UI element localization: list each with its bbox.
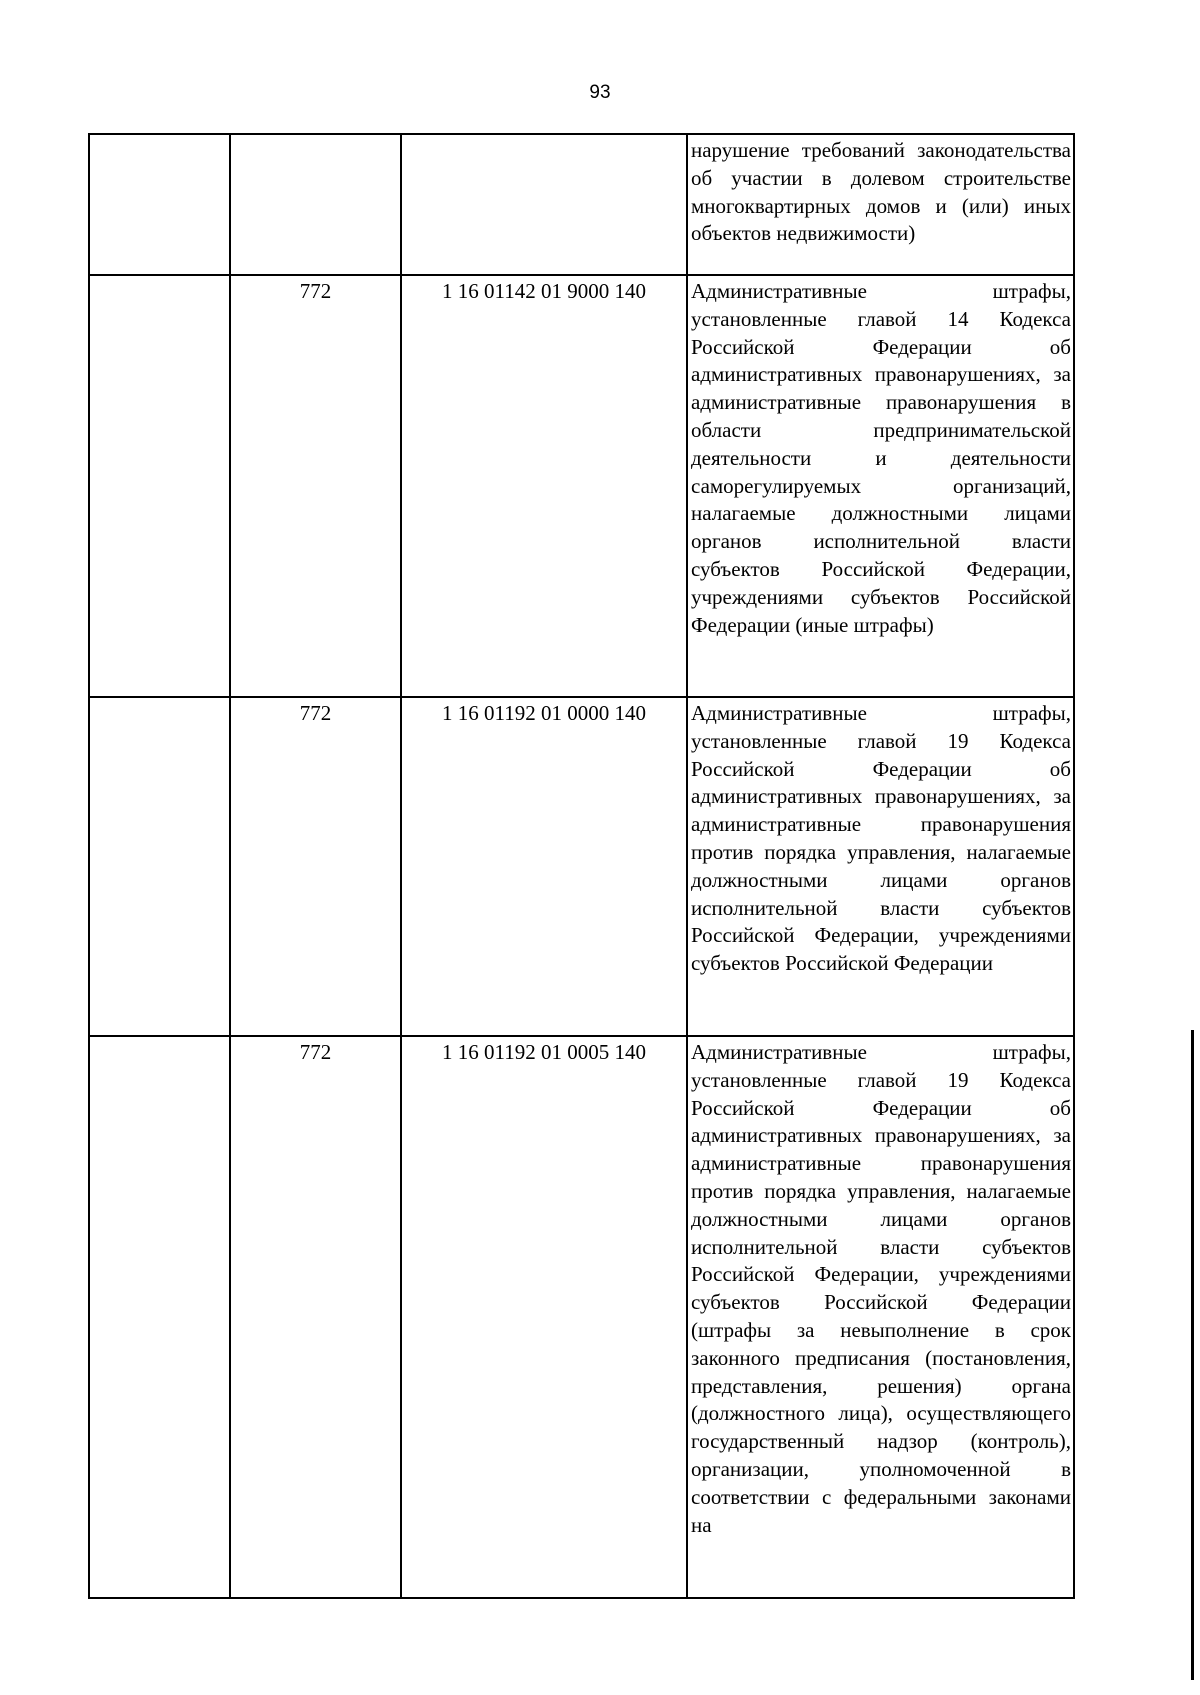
row-number-cell bbox=[89, 134, 230, 275]
admin-code-cell: 772 bbox=[230, 275, 401, 697]
table-row bbox=[89, 134, 1074, 275]
page-number: 93 bbox=[589, 82, 611, 103]
row-number-cell bbox=[89, 1036, 230, 1598]
description-text: нарушение требований законодательства об участии в долевом строительстве многоквартирных домов и (или) иных объектов недвижимости) bbox=[691, 138, 1071, 246]
description-text: Административные штрафы, установленные главой 19 Кодекса Российской Федерации об административных правонарушениях, за административные правонарушения против порядка управления, налагаемые должностными лицами органов исполнительной власти субъектов Российской Федерации, учреждениями субъектов Российской Федерации bbox=[691, 701, 1071, 976]
description-cell bbox=[687, 275, 1074, 697]
admin-code-cell: 772 bbox=[230, 1036, 401, 1598]
kbk-code-cell: 1 16 01192 01 0005 140 bbox=[401, 1036, 687, 1598]
description-cell bbox=[687, 697, 1074, 1036]
row-number-cell bbox=[89, 697, 230, 1036]
kbk-code-cell bbox=[401, 134, 687, 275]
description-cell bbox=[687, 134, 1074, 275]
kbk-code-cell: 1 16 01192 01 0000 140 bbox=[401, 697, 687, 1036]
row-number-cell bbox=[89, 275, 230, 697]
description-text: Административные штрафы, установленные главой 19 Кодекса Российской Федерации об административных правонарушениях, за административные правонарушения против порядка управления, налагаемые должностными лицами органов исполнительной власти субъектов Российской Федерации, учреждениями субъектов Российской Федерации (штрафы за невыполнение в срок законного предписания (постановления, представления, решения) органа (должностного лица), осуществляющего государственный надзор (контроль), организации, уполномоченной в соответствии с федеральными законами на bbox=[691, 1040, 1071, 1537]
revenue-codes-table bbox=[88, 133, 1075, 1599]
table-row bbox=[89, 697, 1074, 1036]
description-text: Административные штрафы, установленные главой 14 Кодекса Российской Федерации об административных правонарушениях, за административные правонарушения в области предпринимательской деятельности и деятельности саморегулируемых организаций, налагаемые должностными лицами органов исполнительной власти субъектов Российской Федерации, учреждениями субъектов Российской Федерации (иные штрафы) bbox=[691, 279, 1071, 637]
scan-edge-line bbox=[1191, 1030, 1194, 1680]
table-row bbox=[89, 1036, 1074, 1598]
description-cell bbox=[687, 1036, 1074, 1598]
admin-code-cell bbox=[230, 134, 401, 275]
kbk-code-cell: 1 16 01142 01 9000 140 bbox=[401, 275, 687, 697]
admin-code-cell: 772 bbox=[230, 697, 401, 1036]
table-row bbox=[89, 275, 1074, 697]
